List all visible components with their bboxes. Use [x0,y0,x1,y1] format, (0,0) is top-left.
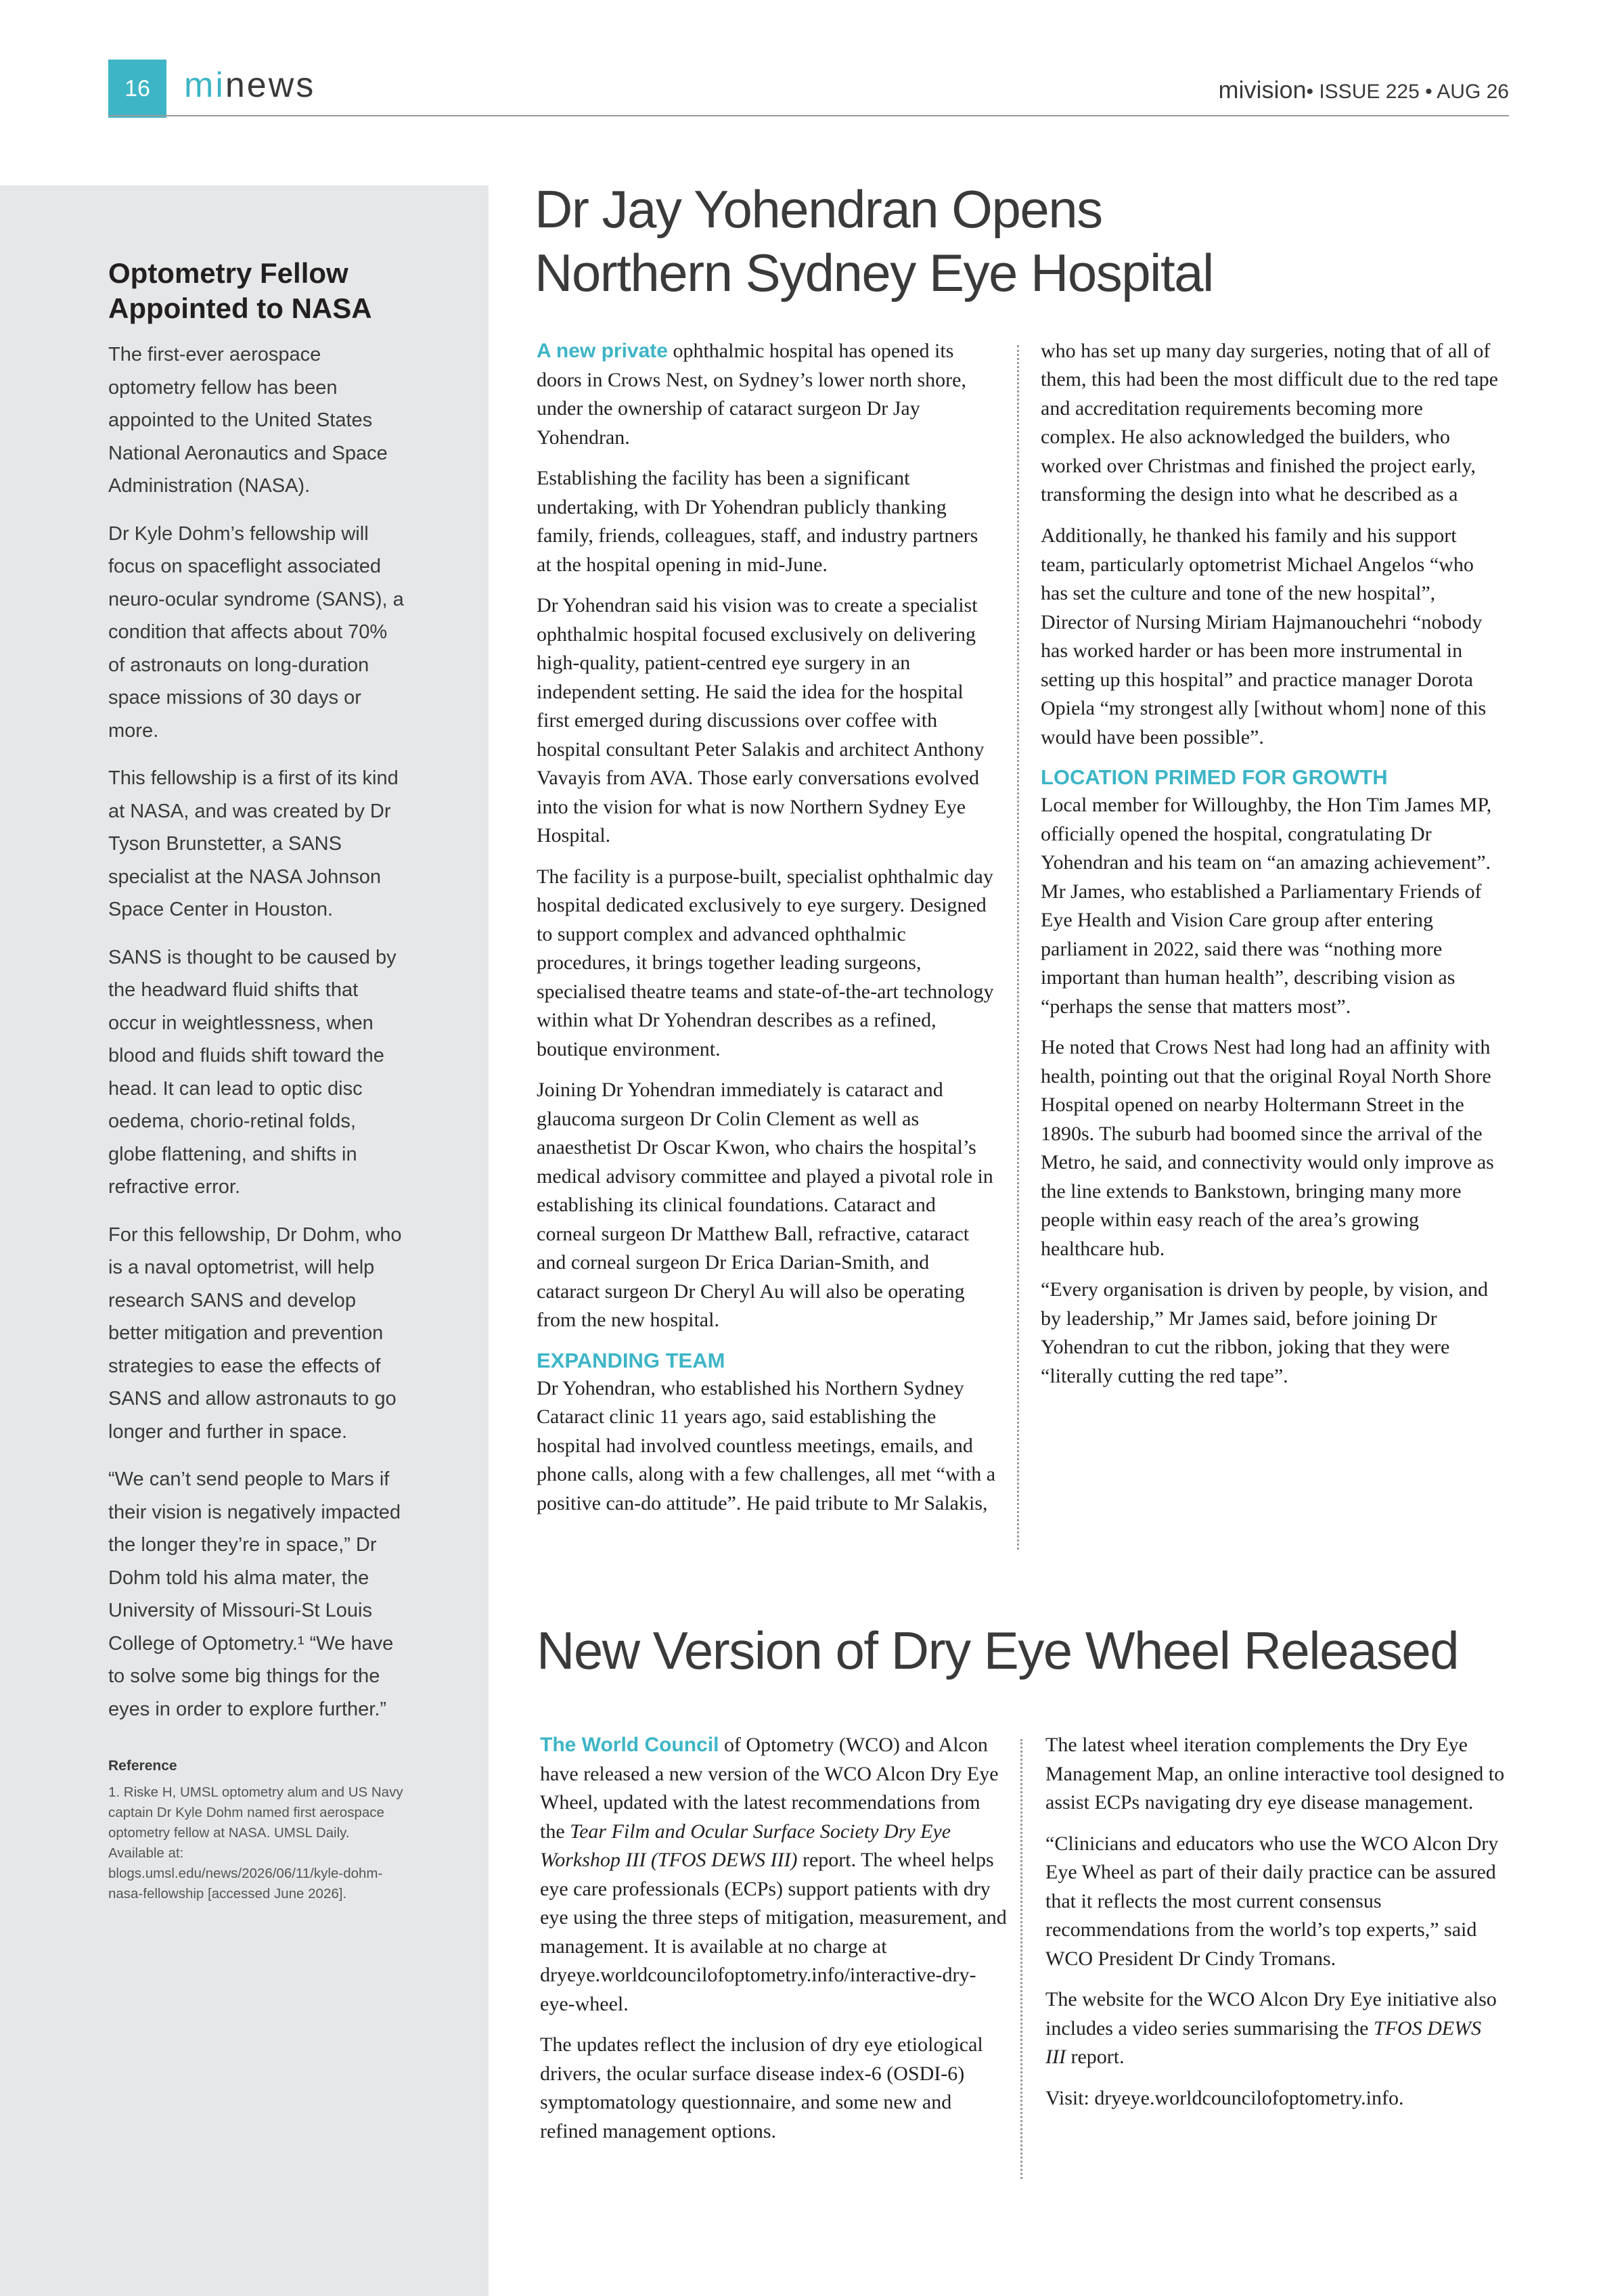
article2-column-left [540,1731,1007,2158]
article-title [535,177,1495,305]
sidebar-paragraph: Dr Kyle Dohm’s fellowship will focus on spaceflight associated neuro-ocular syndrome (SANS), a condition that affects about 70% of astronauts on long-duration space missions of 30 days or more. [108,522,404,742]
article-paragraph: Visit: dryeye.worldcouncilofoptometry.info. [1045,2086,1404,2109]
issue-info [1218,76,1509,104]
article-paragraph [1045,1985,1506,2072]
section-name-mi: mi [184,66,225,105]
reference-text: 1. Riske H, UMSL optometry alum and US Navy captain Dr Kyle Dohm named first aerospace optometry fellow at NASA. UMSL Daily. Available at: blogs.umsl.edu/news/2026/06/11/kyle-dohm-nasa-fellowship [accessed June 2026]. [108,1784,403,1901]
sidebar-title: Optometry Fellow Appointed to NASA [108,257,372,324]
article-paragraph: The latest wheel iteration complements the Dry Eye Management Map, an online interactive tool designed to assist ECPs navigating dry eye disease management. [1045,1734,1505,1814]
column-divider [1017,345,1019,1550]
sidebar-content [108,256,406,1904]
sidebar-paragraph: The first-ever aerospace optometry fellow has been appointed to the United States National Aeronautics and Space Administration (NASA). [108,344,388,497]
article-title-line2: Northern Sydney Eye Hospital [535,243,1213,302]
article-paragraph-text: report. [1065,2046,1125,2068]
article-paragraph [540,1731,1007,2019]
article-lead: The World Council [540,1734,719,1756]
article-paragraph: He noted that Crows Nest had long had an affinity with health, pointing out that the original Royal North Shore Hospital opened on nearby Holtermann Street in the 1890s. The suburb had boomed since the arrival of the Metro, he said, and connectivity would only improve as the line extends to Bankstown, bringing many more people within easy reach of the area’s growing healthcare hub. [1041,1036,1494,1260]
article-paragraph: “Clinicians and educators who use the WCO Alcon Dry Eye Wheel as part of their daily practice can be assured that it reflects the most current consensus recommendations from the world’s top experts,” said WCO President Dr Cindy Tromans. [1045,1832,1499,1970]
article-paragraph: Joining Dr Yohendran immediately is cataract and glaucoma surgeon Dr Colin Clement as well as anaesthetist Dr Oscar Kwon, who chairs the hospital’s medical advisory committee and played a pivotal role in establishing its clinical foundations. Cataract and corneal surgeon Dr Matthew Ball, refractive, cataract and corneal surgeon Dr Erica Darian-Smith, and cataract surgeon Dr Cheryl Au will also be operating from the new hospital. [537,1079,993,1331]
continued-paragraph-window [1041,337,1501,510]
article-paragraph-text: report. The wheel helps eye care professionals (ECPs) support patients with dry eye using the three steps of mitigation, measurement, and management. It is available at no charge at dryeye.worldcouncilofoptometry.info/interactive-dry-eye-wheel. [540,1849,1007,2015]
article-paragraph: Dr Yohendran said his vision was to create a specialist ophthalmic hospital focused exclusively on delivering high-quality, patient-centred eye surgery in an independent setting. He said the idea for the hospital first emerged during discussions over coffee with hospital consultant Peter Salakis and architect Anthony Vavayis from AVA. Those early conversations evolved into the vision for what is now Northern Sydney Eye Hospital. [537,594,985,847]
article-paragraph-text: of Optometry (WCO) and Alcon have released a new version of the WCO Alcon Dry Eye Wheel, updated with the latest recommendations from the [540,1734,999,1843]
sidebar-paragraph: For this fellowship, Dr Dohm, who is a naval optometrist, will help research SANS and develop better mitigation and prevention strategies to ease the effects of SANS and allow astronauts to go longer and further in space. [108,1223,402,1443]
article-paragraph-text: The website for the WCO Alcon Dry Eye initiative also includes a video series summarising the [1045,1988,1497,2040]
magazine-brand: mivision [1218,76,1307,104]
column-divider [1020,1739,1022,2179]
article-italic-text: Tear Film and Ocular Surface Society Dry Eye Workshop III (TFOS DEWS III) [540,1820,951,1871]
page-number: 16 [108,60,166,118]
article-subhead: EXPANDING TEAM [537,1348,725,1372]
article-paragraph: Dr Yohendran, who established his Northern Sydney Cataract clinic 11 years ago, said establishing the hospital had involved countless meetings, emails, and phone calls, along with a few challenges, all met “with a positive can-do attitude”. He paid tribute to Mr Salakis, [537,1376,996,1514]
sidebar-paragraph: “We can’t send people to Mars if their vision is negatively impacted the longer they’re in space,” Dr Dohm told his alma mater, the University of Missouri-St Louis College of Optometry.¹ “We have to solve some big things for the eyes in order to explore further.” [108,1468,401,1720]
article-paragraph: Local member for Willoughby, the Hon Tim James MP, officially opened the hospital, congratulating Dr Yohendran and his team on “an amazing achievement”. Mr James, who established a Parliamentary Friends of Eye Health and Vision Care group after entering parliament in 2022, said there was “nothing more important than human health”, describing vision as “perhaps the sense that matters most”. [1041,794,1492,1018]
article-paragraph: Additionally, he thanked his family and his support team, particularly optometrist Michael Angelos “who has set the culture and tone of the new hospital”, Director of Nursing Miriam Hajmanouchehri “nobody has worked harder or has been more instrumental in setting up this hospital” and practice manager Dorota Opiela “my strongest ally [without whom] none of this would have been possible”. [1041,524,1487,748]
article2-title: New Version of Dry Eye Wheel Released [537,1621,1459,1680]
article-paragraph: The facility is a purpose-built, specialist ophthalmic day hospital dedicated exclusively to eye surgery. Designed to support complex and advanced ophthalmic procedures, it brings together leading surgeons, specialised theatre teams and state-of-the-art technology within what Dr Yohendran describes as a refined, boutique environment. [537,865,994,1060]
section-name [184,65,315,106]
sidebar-paragraph: SANS is thought to be caused by the headward fluid shifts that occur in weightlessness, when blood and fluids shift toward the head. It can lead to optic disc oedema, chorio-retinal folds, globe flattening, and shifts in refractive error. [108,946,397,1198]
article-paragraph: The updates reflect the inclusion of dry eye etiological drivers, the ocular surface disease index-6 (OSDI-6) symptomatology questionnaire, and some new and refined management options. [540,2033,983,2142]
section-name-news: news [225,66,316,105]
article-italic-text: TFOS DEWS III [1045,2017,1482,2068]
article-lead: A new private [537,340,668,362]
article-paragraph-text: ophthalmic hospital has opened its doors in Crows Nest, on Sydney’s lower north shore, under the ownership of cataract surgeon Dr Jay Yohendran. [537,340,966,449]
article1-column-right [1041,337,1501,1403]
article-paragraph: “Every organisation is driven by people, by vision, and by leadership,” Mr James said, before joining Dr Yohendran to cut the ribbon, joking that they were “literally cutting the red tape”. [1041,1278,1488,1387]
sidebar-paragraph: This fellowship is a first of its kind at NASA, and was created by Dr Tyson Brunstetter, a SANS specialist at the NASA Johnson Space Center in Houston. [108,767,399,920]
sidebar [0,185,489,2296]
article1-column-left [537,337,997,1531]
header-rule [108,115,1509,116]
article-subhead: LOCATION PRIMED FOR GROWTH [1041,765,1388,789]
article-paragraph [537,337,997,452]
article-paragraph-continued: who has set up many day surgeries, noting that of all of them, this had been the most difficult due to the red tape and accreditation requirements becoming more complex. He also acknowledged the builders, who worked over Christmas and finished the project early, transforming the design into what he described as a [1041,339,1498,505]
issue-text: • ISSUE 225 • AUG 26 [1306,81,1509,103]
article-title-line1: Dr Jay Yohendran Opens [535,179,1102,239]
article-paragraph: Establishing the facility has been a significant undertaking, with Dr Yohendran publicly thanking family, friends, colleagues, staff, and industry partners at the hospital opening in mid-June. [537,467,978,576]
article2-column-right [1045,1731,1506,2125]
reference-heading: Reference [108,1758,177,1774]
